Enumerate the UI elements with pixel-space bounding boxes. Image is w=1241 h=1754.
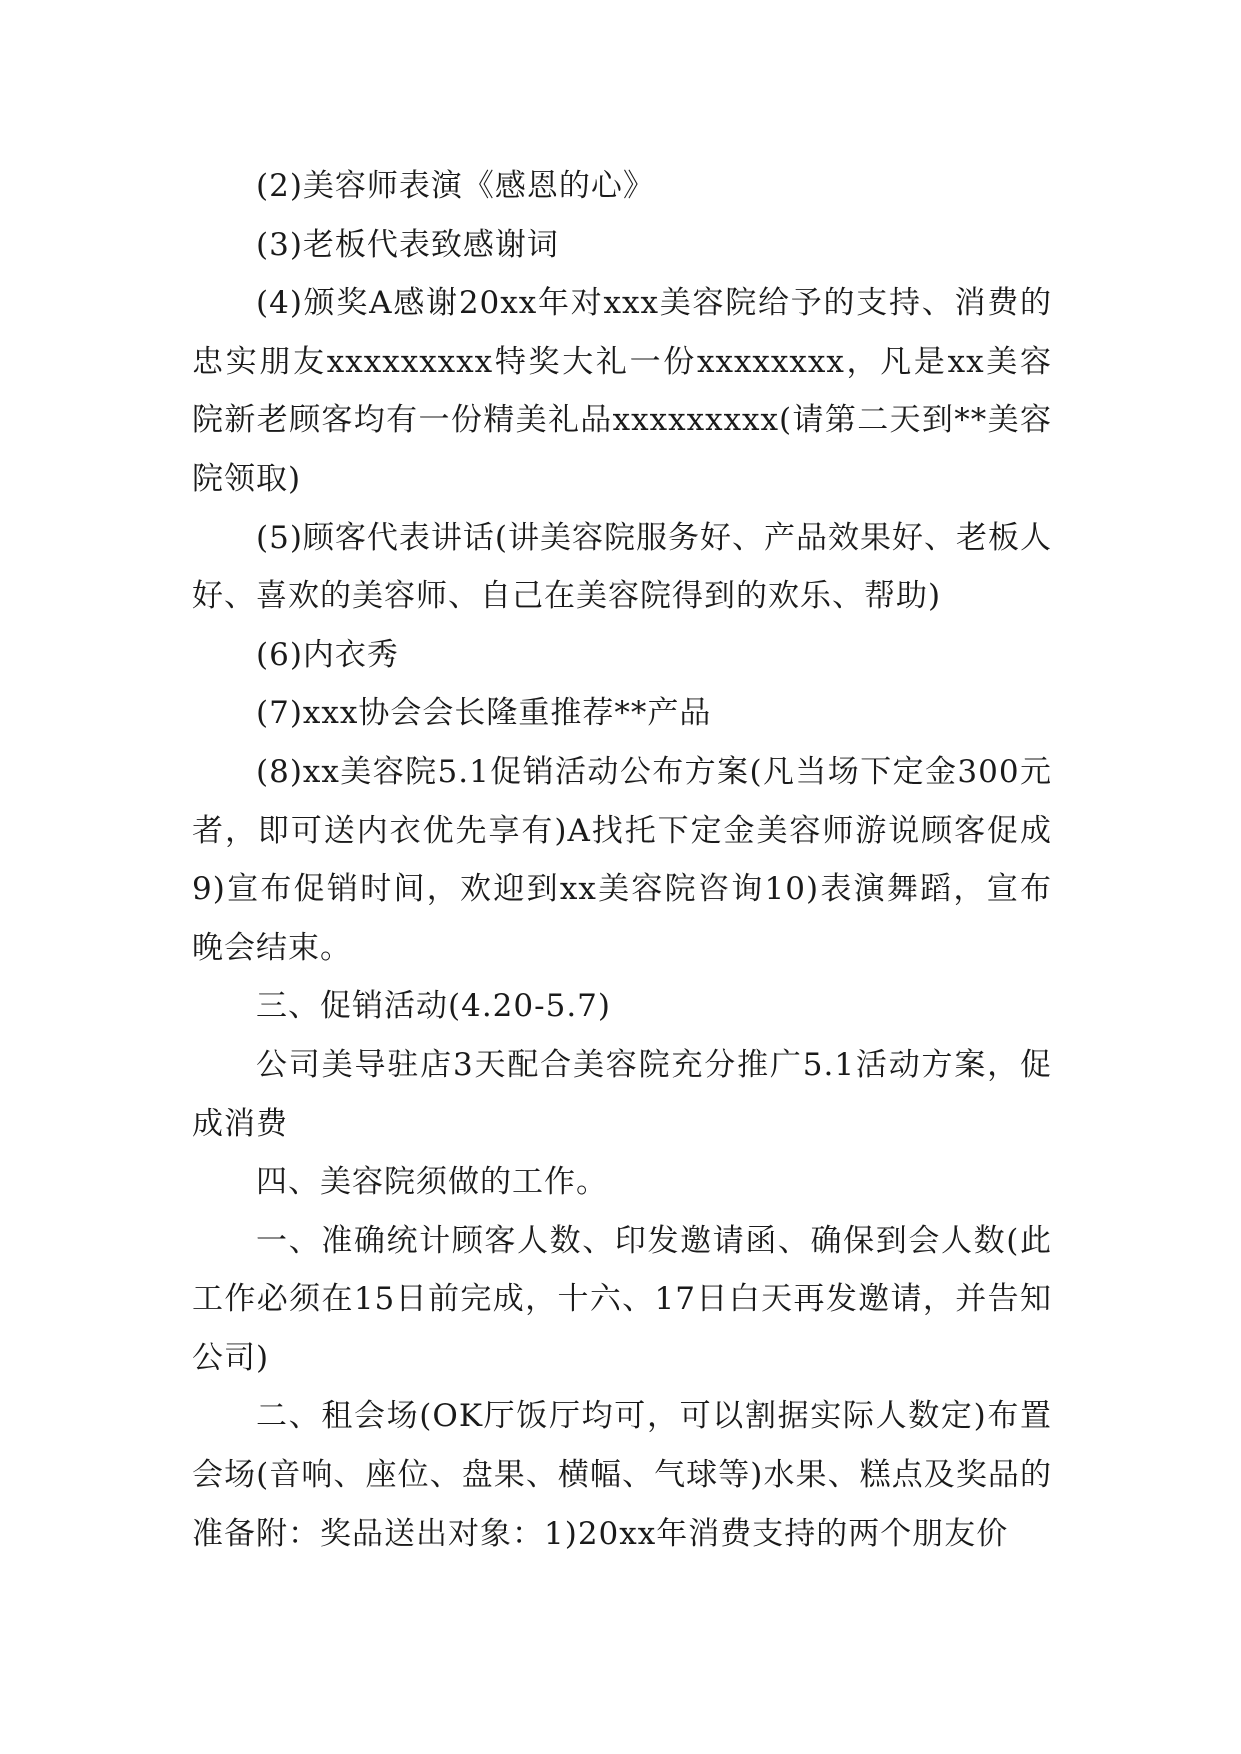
paragraph-program-item-2: (2)美容师表演《感恩的心》 (256, 168, 655, 204)
paragraph-program-item-7: (7)xxx协会会长隆重推荐**产品 (256, 695, 712, 732)
paragraph-task-1: 一、准确统计顾客人数、印发邀请函、确保到会人数(此工作必须在15日前完成，十六、17日白天再发邀请，并告知公司) (192, 1222, 1052, 1376)
paragraph-program-item-3: (3)老板代表致感谢词 (256, 226, 559, 263)
paragraph-program-item-5: (5)顾客代表讲话(讲美容院服务好、产品效果好、老板人好、喜欢的美容师、自己在美容院得到的欢乐、帮助) (192, 519, 1053, 615)
paragraph-program-item-4: (4)颁奖A感谢20xx年对xxx美容院给予的支持、消费的忠实朋友xxxxxxxxx特奖大礼一份xxxxxxxx，凡是xx美容院新老顾客均有一份精美礼品xxxxxxxxx(请第二天到**美容院领取) (192, 285, 1052, 497)
document-body (192, 157, 1052, 1563)
paragraph-task-2: 二、租会场(OK厅饭厅均可，可以割据实际人数定)布置会场(音响、座位、盘果、横幅、气球等)水果、糕点及奖品的准备附：奖品送出对象：1)20xx年消费支持的两个朋友价 (192, 1398, 1052, 1552)
paragraph-program-item-8: (8)xx美容院5.1促销活动公布方案(凡当场下定金300元者，即可送内衣优先享有)A找托下定金美容师游说顾客促成9)宣布促销时间，欢迎到xx美容院咨询10)表演舞蹈，宣布晚会结束。 (192, 753, 1052, 966)
section-heading-salon-tasks: 四、美容院须做的工作。 (256, 1164, 608, 1201)
paragraph-promotion-detail: 公司美导驻店3天配合美容院充分推广5.1活动方案，促成消费 (192, 1046, 1052, 1142)
section-heading-promotion: 三、促销活动(4.20-5.7) (256, 988, 611, 1025)
paragraph-program-item-6: (6)内衣秀 (256, 636, 399, 673)
